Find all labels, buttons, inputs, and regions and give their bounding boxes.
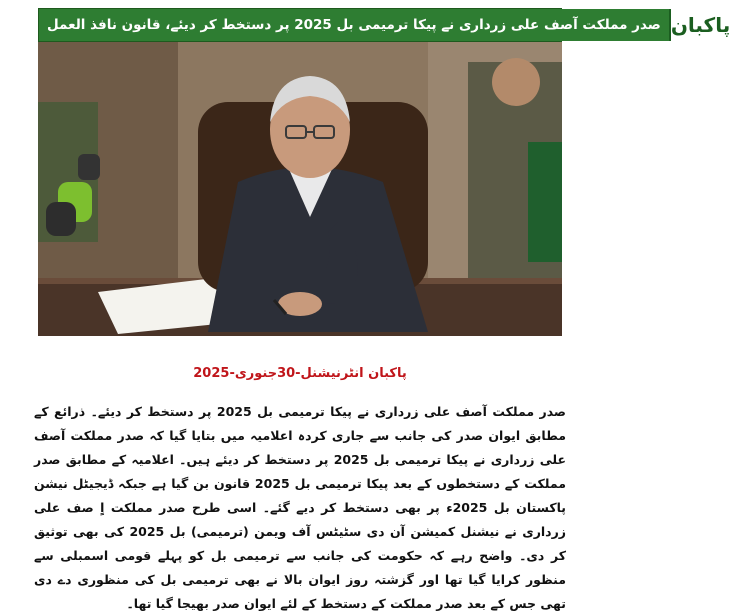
president-signing-illustration bbox=[38, 42, 562, 336]
brand-logo: پاکبان bbox=[669, 9, 730, 41]
dateline: پاکبان انٹرنیشنل-30جنوری-2025 bbox=[193, 366, 407, 381]
article-body: صدر مملکت آصف علی زرداری نے پیکا ترمیمی بل 2025 پر دستخط کر دیئے۔ ذرائع کے مطابق ایوان صدر کی جانب سے جاری کردہ اعلامیہ میں بتایا گیا کہ صدر مملکت آصف علی زرداری نے پیکا ترمیمی بل 2025 پر دستخط کر دیئے ہیں۔ اعلامیہ کے مطابق صدر مملکت کے دستخطوں کے بعد پیکا ترمیمی بل 2025 قانون بن گیا ہے جبکہ ڈیجیٹل نیشن پاکستان بل 2025ء پر بھی دستخط کر دیے گئے۔ اسی طرح صدر مملکت اٍ صف علی زرداری نے نیشنل کمیشن آن دی سٹیٹس آف ویمن (ترمیمی) بل 2025 کی بھی توثیق کر دی۔ واضح رہے کہ حکومت کی جانب سے ترمیمی بل کو پہلے قومی اسمبلی سے منظور کرایا گیا تھا اور گزشتہ روز ایوان بالا نے بھی ترمیمی بل کی منظوری دے دی تھی جس کے بعد صدر مملکت کے دستخط کے لئے ایوان صدر بھیجا گیا تھا۔ bbox=[34, 404, 567, 611]
headline-banner bbox=[38, 8, 730, 42]
headline-text: صدر مملکت آصف علی زرداری نے پیکا ترمیمی بل 2025 پر دستخط کر دیئے، قانون نافذ العمل bbox=[39, 9, 669, 41]
news-photo bbox=[38, 42, 562, 336]
